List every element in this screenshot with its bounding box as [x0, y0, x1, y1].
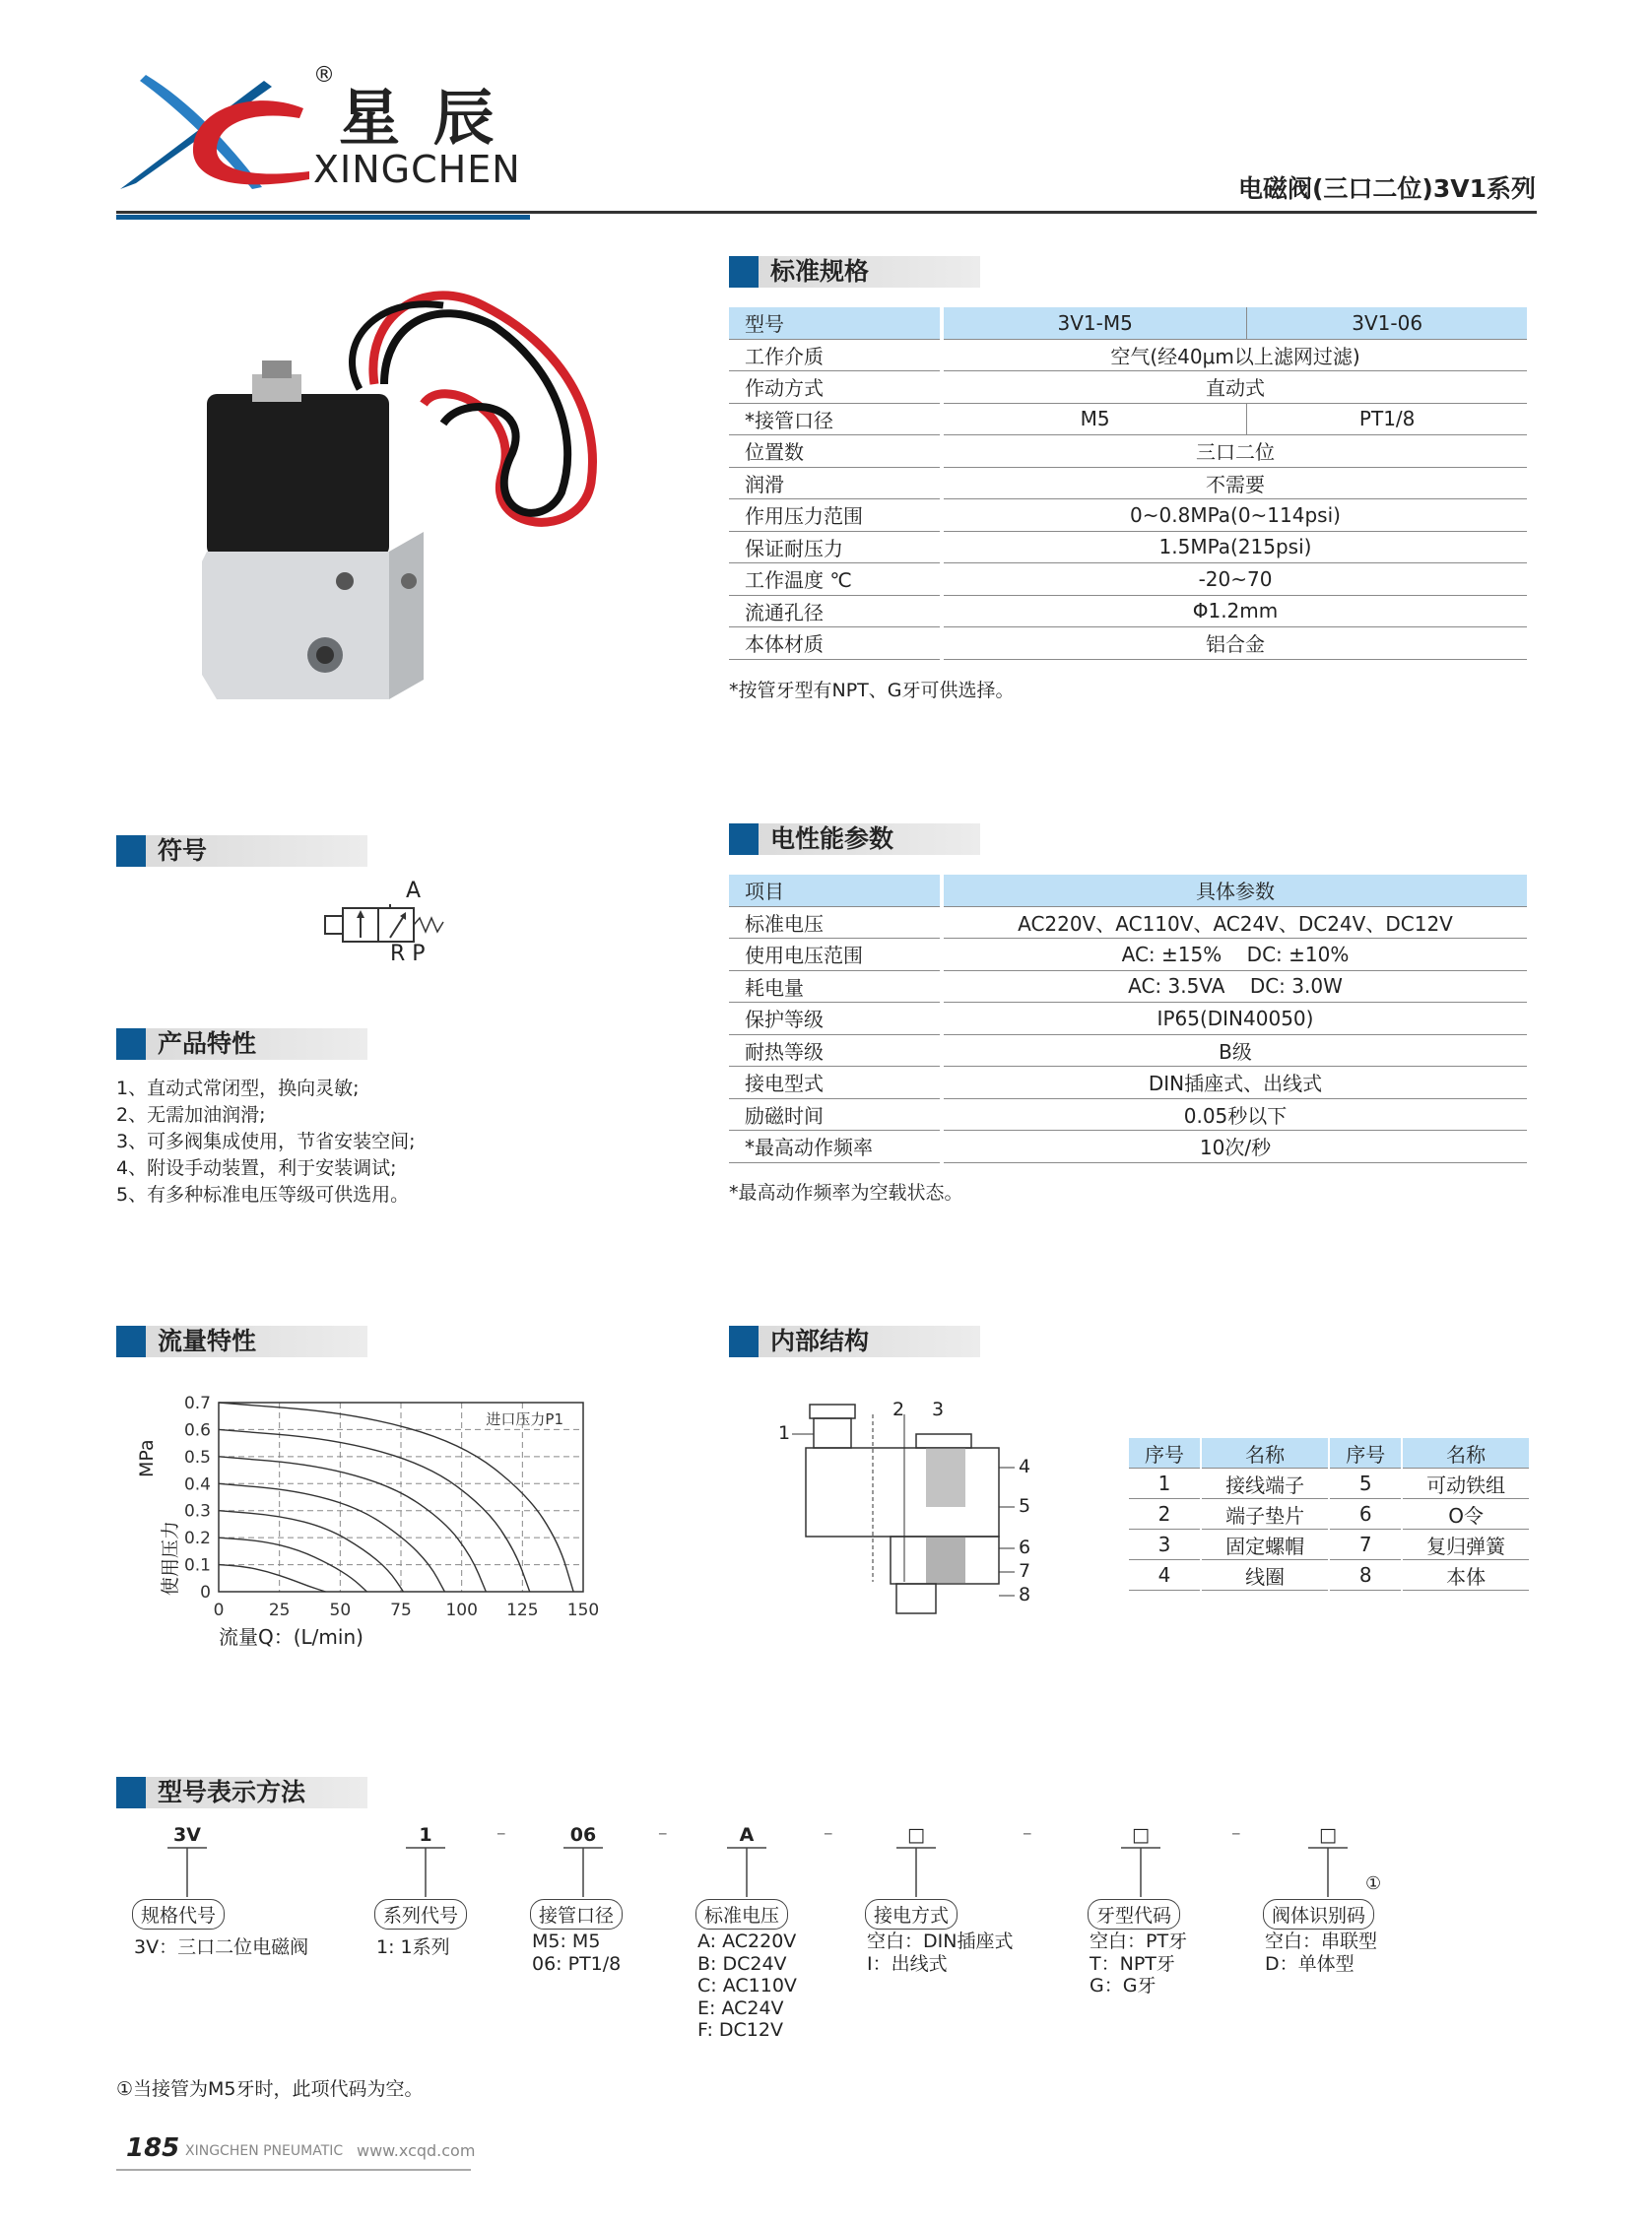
y-tick-label: 0 [200, 1583, 211, 1603]
y-tick-label: 0.7 [183, 1394, 211, 1413]
product-photo [187, 286, 640, 719]
spec-model-label: 型号 [729, 307, 942, 339]
parts-header: 名称 [1201, 1438, 1329, 1469]
electric-row-label: 使用电压范围 [729, 939, 942, 971]
model-code: □ [907, 1824, 925, 1846]
spec-table [729, 307, 1527, 660]
flow-curve [219, 1403, 573, 1592]
electric-row-value: IP65(DIN40050) [942, 1003, 1527, 1035]
electric-row-label: 保护等级 [729, 1003, 942, 1035]
spec-row-value: 三口二位 [942, 435, 1527, 468]
page-title: 电磁阀(三口二位)3V1系列 [1238, 174, 1536, 203]
symbol-port-a: A [406, 879, 422, 903]
x-tick-label: 0 [213, 1601, 225, 1620]
x-tick-label: 75 [390, 1601, 412, 1620]
model-desc-line: I：出线式 [867, 1952, 948, 1975]
spec-row-value: 不需要 [942, 467, 1527, 499]
flow-curve [219, 1457, 486, 1592]
y-tick-label: 0.2 [183, 1529, 211, 1549]
chart-ylabel-bottom: 使用压力 [160, 1520, 181, 1596]
electric-row-value: DIN插座式、出线式 [942, 1067, 1527, 1099]
registered-mark: ® [313, 63, 335, 88]
section-title-spec: 标准规格 [770, 257, 870, 286]
feature-item: 2、无需加油润滑; [116, 1104, 266, 1126]
parts-cell: 本体 [1402, 1560, 1529, 1591]
brand-name-cn: 星 辰 [339, 82, 500, 154]
model-desc-line: F: DC12V [697, 2019, 783, 2041]
model-desc-line: T：NPT牙 [1090, 1952, 1175, 1975]
y-tick-label: 0.3 [183, 1501, 211, 1522]
header-rule [116, 211, 1537, 214]
brand-name-en: XINGCHEN [313, 148, 521, 191]
model-group-name: 接电方式 [865, 1899, 958, 1930]
model-desc-line: 06: PT1/8 [532, 1952, 622, 1975]
parts-cell: 端子垫片 [1201, 1499, 1329, 1530]
electric-row-label: 耐热等级 [729, 1034, 942, 1067]
section-header-symbol [116, 835, 367, 867]
model-code: A [739, 1824, 755, 1846]
electric-row-label: 接电型式 [729, 1067, 942, 1099]
spec-row-label: 本体材质 [729, 627, 942, 660]
spec-row-value: Φ1.2mm [942, 595, 1527, 627]
model-footnote: ①当接管为M5牙时，此项代码为空。 [116, 2078, 424, 2100]
x-tick-label: 25 [268, 1601, 291, 1620]
model-dash: – [824, 1822, 833, 1844]
spec-model-b: 3V1-06 [1247, 307, 1527, 339]
model-group-desc [867, 1931, 1013, 1975]
structure-diagram [778, 1395, 1024, 1631]
structure-callout: 3 [932, 1399, 945, 1420]
parts-cell: 2 [1129, 1499, 1201, 1530]
section-title-flow: 流量特性 [158, 1327, 257, 1355]
chart-annotation: 进口压力P1 [486, 1410, 563, 1428]
structure-callout: 8 [1019, 1584, 1031, 1605]
section-header-spec [729, 256, 980, 288]
electric-row-value: 0.05秒以下 [942, 1098, 1527, 1131]
section-title-features: 产品特性 [158, 1029, 257, 1058]
section-header-flow [116, 1326, 367, 1357]
parts-cell: 8 [1329, 1560, 1402, 1591]
spec-row-value-b: PT1/8 [1247, 403, 1527, 435]
model-group-name: 牙型代码 [1088, 1899, 1180, 1930]
x-tick-label: 125 [506, 1601, 539, 1620]
feature-item: 1、直动式常闭型，换向灵敏; [116, 1078, 360, 1099]
electric-note: *最高动作频率为空载状态。 [729, 1182, 963, 1204]
section-title-model: 型号表示方法 [158, 1778, 306, 1806]
footer-website: www.xcqd.com [357, 2141, 476, 2160]
structure-callout: 7 [1019, 1560, 1031, 1582]
spec-row-label: 作动方式 [729, 371, 942, 404]
parts-cell: 接线端子 [1201, 1469, 1329, 1499]
parts-cell: 复归弹簧 [1402, 1530, 1529, 1560]
section-header-structure [729, 1326, 980, 1357]
flow-curve [219, 1565, 326, 1592]
parts-cell: 3 [1129, 1530, 1201, 1560]
chart-ylabel-top: MPa [136, 1439, 158, 1477]
structure-callout: 2 [892, 1399, 905, 1420]
model-dash: – [496, 1822, 506, 1844]
model-group-desc [697, 1931, 797, 2042]
electric-table [729, 875, 1527, 1163]
parts-cell: 线圈 [1201, 1560, 1329, 1591]
model-code: 3V [173, 1824, 201, 1846]
feature-list [116, 1076, 416, 1209]
spec-row-label: 位置数 [729, 435, 942, 468]
section-title-electric: 电性能参数 [770, 824, 894, 853]
model-desc-line: 3V：三口二位电磁阀 [134, 1936, 309, 1958]
spec-row-value: 0~0.8MPa(0~114psi) [942, 499, 1527, 532]
model-code: 1 [419, 1824, 432, 1846]
electric-row-value: 10次/秒 [942, 1131, 1527, 1163]
model-connector-lines [116, 1846, 1537, 1905]
model-dash: – [1023, 1822, 1032, 1844]
model-group-name: 系列代号 [374, 1899, 467, 1930]
chart-xlabel: 流量Q：(L/min) [219, 1625, 363, 1649]
section-header-electric [729, 823, 980, 855]
model-desc-line: 空白：串联型 [1265, 1931, 1378, 1952]
electric-row-label: 耗电量 [729, 970, 942, 1003]
spec-row-label: 保证耐压力 [729, 531, 942, 563]
x-tick-label: 50 [329, 1601, 352, 1620]
parts-cell: O令 [1402, 1499, 1529, 1530]
model-desc-line: M5: M5 [532, 1931, 601, 1952]
model-group-desc [134, 1936, 308, 1959]
model-desc-line: B: DC24V [697, 1952, 787, 1975]
spec-row-value: 1.5MPa(215psi) [942, 531, 1527, 563]
spec-row-label: *接管口径 [729, 403, 942, 435]
symbol-port-rp: R P [390, 942, 426, 966]
model-desc-line: C: AC110V [697, 1975, 797, 1997]
model-desc-line: A: AC220V [697, 1931, 797, 1952]
model-desc-line: D：单体型 [1265, 1952, 1355, 1975]
section-header-features [116, 1028, 367, 1060]
spec-row-label: 流通孔径 [729, 595, 942, 627]
model-circle-mark: ① [1365, 1873, 1382, 1894]
electric-row-label: *最高动作频率 [729, 1131, 942, 1163]
electric-row-label: 励磁时间 [729, 1098, 942, 1131]
model-group-desc [376, 1936, 450, 1959]
spec-row-value: 直动式 [942, 371, 1527, 404]
electric-head-value: 具体参数 [942, 875, 1527, 906]
footer-rule [116, 2169, 471, 2171]
parts-header: 序号 [1329, 1438, 1402, 1469]
spec-row-label: 作用压力范围 [729, 499, 942, 532]
parts-cell: 5 [1329, 1469, 1402, 1499]
header-rule-accent [116, 215, 530, 220]
structure-callout: 5 [1019, 1495, 1031, 1517]
model-desc-line: 空白：DIN插座式 [867, 1931, 1014, 1952]
model-dash: – [1231, 1822, 1241, 1844]
model-group-name: 阀体识别码 [1263, 1899, 1374, 1930]
flow-curve [219, 1429, 530, 1592]
flow-chart [148, 1389, 630, 1655]
model-code: □ [1319, 1824, 1337, 1846]
electric-row-value: AC: 3.5VA DC: 3.0W [942, 970, 1527, 1003]
parts-cell: 固定螺帽 [1201, 1530, 1329, 1560]
model-desc-line: 空白：PT牙 [1090, 1931, 1188, 1952]
model-desc-line: G：G牙 [1090, 1975, 1156, 1997]
electric-row-value: AC220V、AC110V、AC24V、DC24V、DC12V [942, 906, 1527, 939]
parts-header: 名称 [1402, 1438, 1529, 1469]
structure-callout: 1 [778, 1422, 791, 1444]
parts-cell: 1 [1129, 1469, 1201, 1499]
electric-row-label: 标准电压 [729, 906, 942, 939]
model-code: 06 [569, 1824, 597, 1846]
model-group-desc [1265, 1931, 1377, 1975]
spec-row-label: 润滑 [729, 467, 942, 499]
spec-row-value: 铝合金 [942, 627, 1527, 660]
electric-row-value: B级 [942, 1034, 1527, 1067]
model-group-desc [532, 1931, 621, 1975]
spec-row-value-a: M5 [942, 403, 1247, 435]
model-group-desc [1090, 1931, 1187, 1997]
parts-cell: 6 [1329, 1499, 1402, 1530]
parts-header: 序号 [1129, 1438, 1201, 1469]
section-title-symbol: 符号 [158, 836, 208, 865]
parts-cell: 可动铁组 [1402, 1469, 1529, 1499]
model-group-name: 规格代号 [132, 1899, 225, 1930]
parts-cell: 7 [1329, 1530, 1402, 1560]
feature-item: 5、有多种标准电压等级可供选用。 [116, 1184, 410, 1206]
model-group-name: 接管口径 [530, 1899, 623, 1930]
x-tick-label: 100 [445, 1601, 478, 1620]
spec-note: *按管牙型有NPT、G牙可供选择。 [729, 680, 1015, 701]
brand-logo-icon [116, 69, 323, 197]
spec-row-label: 工作温度 ℃ [729, 563, 942, 596]
electric-row-value: AC: ±15% DC: ±10% [942, 939, 1527, 971]
parts-cell: 4 [1129, 1560, 1201, 1591]
y-tick-label: 0.4 [183, 1474, 211, 1495]
footer-company: XINGCHEN PNEUMATIC [185, 2143, 344, 2159]
spec-row-value: -20~70 [942, 563, 1527, 596]
y-tick-label: 0.5 [183, 1447, 211, 1468]
model-desc-line: E: AC24V [697, 1997, 784, 2019]
feature-item: 4、附设手动装置，利于安装调试; [116, 1157, 397, 1179]
y-tick-label: 0.1 [183, 1555, 211, 1576]
spec-model-a: 3V1-M5 [942, 307, 1247, 339]
model-group-name: 标准电压 [695, 1899, 788, 1930]
model-dash: – [658, 1822, 668, 1844]
section-header-model [116, 1777, 367, 1808]
spec-row-label: 工作介质 [729, 339, 942, 371]
y-tick-label: 0.6 [183, 1420, 211, 1441]
valve-symbol-icon [321, 904, 459, 946]
electric-head-label: 项目 [729, 875, 942, 906]
model-desc-line: 1: 1系列 [376, 1936, 450, 1958]
flow-curve [219, 1511, 403, 1592]
feature-item: 3、可多阀集成使用，节省安装空间; [116, 1131, 416, 1152]
parts-table [1129, 1438, 1529, 1591]
structure-callout: 6 [1019, 1537, 1031, 1558]
section-title-structure: 内部结构 [770, 1327, 870, 1355]
structure-callout: 4 [1019, 1456, 1031, 1477]
model-code: □ [1132, 1824, 1150, 1846]
spec-row-value: 空气(经40μm以上滤网过滤) [942, 339, 1527, 371]
footer-page-number: 185 [126, 2133, 180, 2163]
x-tick-label: 150 [566, 1601, 600, 1620]
